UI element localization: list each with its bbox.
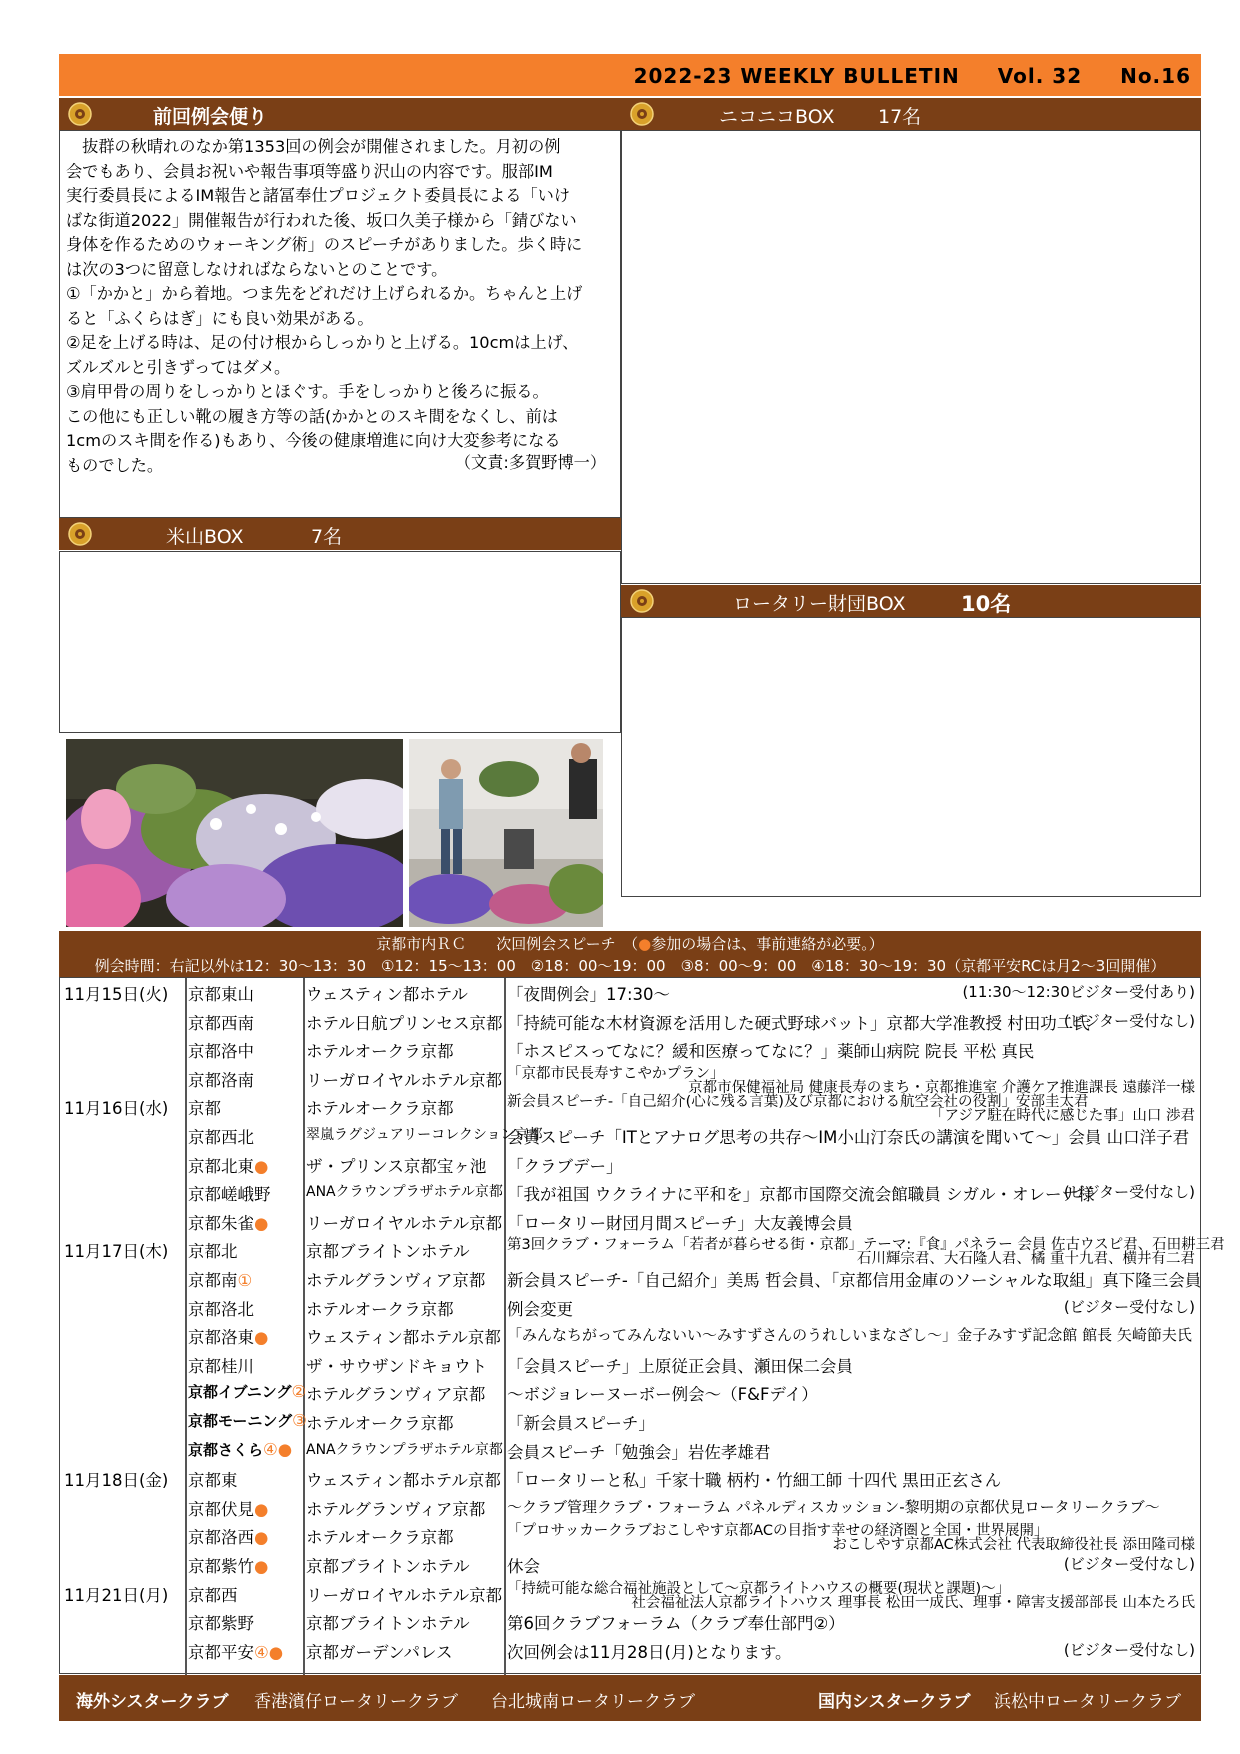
row-visitor-note: (ビジター受付なし) [1063,1011,1195,1030]
row-club [188,1467,238,1491]
report-line: ①「かかと」から着地。つま先をどれだけ上げられるか。ちゃんと上げ [66,284,583,303]
row-visitor-note: (11:30～12:30ビジター受付あり) [962,983,1195,1001]
schedule-row [60,1410,1199,1439]
club-name: 京都南 [188,1271,238,1290]
foundation-count: 10名 [961,592,1012,616]
arrangement-work-photo [409,739,603,927]
report-line: ③肩甲骨の周りをしっかりとほぐす。手をしっかりと後ろに振る。 [66,382,549,401]
row-venue: ザ・プリンス京都宝ヶ池 [306,1156,487,1176]
row-club [188,1010,254,1034]
rotary-wheel-icon [629,588,655,614]
club-mark-icon: ④● [263,1439,293,1459]
schedule-row [60,1010,1199,1039]
club-name: 京都西北 [188,1128,254,1147]
row-venue: リーガロイヤルホテル京都 [306,1585,503,1605]
row-venue: リーガロイヤルホテル京都 [306,1213,503,1233]
club-name: 京都嵯峨野 [188,1185,271,1205]
report-line: 会でもあり、会員お祝いや報告事項等盛り沢山の内容です。服部IM [66,161,553,181]
schedule-row [60,1610,1199,1639]
niko-box [621,130,1201,584]
bulletin-volume: Vol. 32 [997,64,1083,88]
row-speech: 第3回クラブ・フォーラム「若者が暮らせる街・京都」テーマ:『食』パネラー 会員 佐古ウスピ君、石田耕三君 [507,1237,1225,1254]
niko-header [621,98,1201,130]
schedule-header-line2: 例会時間：右記以外は12：30～13：30 ①12：15～13：00 ②18：00～19：00 ③8：00～9：00 ④18：30～19：30（京都平安RCは月2～3回開催） [94,957,1166,975]
schedule-row [60,1038,1199,1067]
club-name: 京都洛中 [188,1042,254,1062]
row-venue: ウェスティン都ホテル京都 [306,1471,501,1491]
row-venue: 京都ブライトンホテル [306,1557,470,1576]
bulletin-title: 2022-23 WEEKLY BULLETIN [633,64,960,88]
row-speech-line2: 京都市保健福祉局 健康長寿のまち・京都推進室 介護ケア推進課長 遠藤洋一様 [688,1079,1195,1096]
row-club [188,1095,221,1119]
overseas-sister-club-1: 香港濱仔ロータリークラブ [254,1692,458,1712]
domestic-sister-club-1: 浜松中ロータリークラブ [994,1692,1181,1712]
report-credit: （文責:多賀野博一） [454,453,606,472]
report-line: この他にも正しい靴の履き方等の話(かかとのスキ間をなくし、前は [66,406,558,426]
row-venue: リーガロイヤルホテル京都 [306,1070,503,1090]
schedule-header-text-b: 参加の場合は、事前連絡が必要。） [651,935,884,953]
row-venue: 京都ブライトンホテル [306,1242,470,1262]
row-club [188,1324,268,1348]
flower-display-photo [66,739,403,927]
row-visitor-note: (ビジター受付なし) [1063,1640,1195,1659]
rotary-wheel-icon [67,521,93,547]
row-venue: ホテルグランヴィア京都 [306,1271,486,1290]
club-name: 京都朱雀 [188,1213,254,1233]
row-speech: 「新会員スピーチ」 [507,1414,655,1433]
row-speech: 「京都市民長寿すこやかプラン」 [507,1065,725,1082]
row-visitor-note: (ビジター受付なし) [1063,1183,1195,1202]
overseas-sister-label: 海外シスタークラブ [76,1692,229,1712]
club-mark-icon: ● [254,1156,269,1176]
row-club [188,1296,254,1320]
club-name: 京都洛北 [188,1299,254,1319]
row-venue: ホテルオークラ京都 [306,1414,454,1433]
row-club [188,1181,271,1205]
report-text [66,135,614,478]
row-club [188,1153,268,1177]
rotary-wheel-icon [629,101,655,127]
schedule-row [60,981,1199,1010]
row-speech: ～クラブ管理クラブ・フォーラム パネルディスカッション-黎明期の京都伏見ロータリークラブ～ [507,1497,1160,1516]
yoneyama-count: 7名 [311,526,343,548]
row-speech: 「我が祖国 ウクライナに平和を」京都市国際交流会館職員 シガル・オレーナ様 [507,1185,1095,1205]
row-club [188,1210,268,1234]
row-speech-line2: 「アジア駐在時代に感じた事」山口 渉君 [929,1108,1195,1125]
report-title: 前回例会便り [153,106,268,128]
foundation-header [621,585,1201,617]
club-name: 京都西 [188,1585,238,1605]
schedule-row [60,1496,1199,1525]
row-visitor-note: (ビジター受付なし) [1063,1297,1195,1316]
schedule-header [59,931,1201,977]
report-line: ると「ふくらはぎ」にも良い効果がある。 [66,308,374,328]
club-name: 京都洛東 [188,1328,254,1348]
row-club [188,1582,238,1606]
schedule-row [60,1467,1199,1496]
schedule-row [60,1210,1199,1239]
row-venue: ザ・サウザンドキョウト [306,1356,488,1376]
row-speech: 「持続可能な総合福祉施設として～京都ライトハウスの概要(現状と課題)～」 [507,1580,1011,1597]
club-name: 京都 [188,1099,221,1119]
report-line: 抜群の秋晴れのなか第1353回の例会が開催されました。月初の例 [66,137,561,156]
row-speech: 新会員スピーチ-「自己紹介(心に残る言葉)及び京都における航空会社の役割」安部圭太君 [507,1094,1089,1111]
schedule-row [60,1153,1199,1182]
club-mark-icon: ③ [292,1411,307,1430]
row-club [188,1439,292,1460]
report-line: 身体を作るためのウォーキング術」のスピーチがありました。歩く時に [66,235,583,254]
row-date: 11月16日(水) [64,1099,169,1119]
row-date: 11月18日(金) [64,1471,169,1491]
row-venue: ホテルオークラ京都 [306,1528,454,1548]
row-speech: 「プロサッカークラブおこしやす京都ACの目指す幸せの経済圏と全国・世界展開」 [507,1523,1049,1540]
niko-count: 17名 [878,106,922,128]
row-venue: ホテルオークラ京都 [306,1299,454,1319]
yoneyama-box [59,551,621,733]
row-club [188,1496,268,1520]
club-name: 京都北 [188,1242,238,1262]
schedule-header-text-a: 京都市内ＲＣ 次回例会スピーチ （ [376,935,639,953]
club-name: 京都西南 [188,1013,254,1033]
row-speech: 「ホスピスってなに？緩和医療ってなに？」薬師山病院 院長 平松 真民 [507,1042,1035,1062]
report-line: ばな街道2022」開催報告が行われた後、坂口久美子様から「錆びない [66,210,577,230]
row-venue: 京都ブライトンホテル [306,1614,470,1634]
report-line: 1cmのスキ間を作る)もあり、今後の健康増進に向け大変参考になる [66,431,561,450]
overseas-sister-club-2: 台北城南ロータリークラブ [491,1692,695,1712]
row-venue: ホテルグランヴィア京都 [306,1499,486,1519]
report-header [59,98,621,130]
row-speech: 会員スピーチ「ITとアナログ思考の共存～IM小山汀奈氏の講演を聞いて～」会員 山口洋子君 [507,1128,1190,1147]
club-mark-icon: ● [254,1213,269,1233]
schedule-row [60,1639,1199,1668]
row-speech: ～ボジョレーヌーボー例会～（F&Fデイ） [507,1385,818,1405]
row-visitor-note: (ビジター受付なし) [1063,1555,1195,1573]
row-venue: ANAクラウンプラザホテル京都 [306,1441,503,1458]
row-speech: 第6回クラブフォーラム（クラブ奉仕部門②） [507,1614,845,1634]
row-venue: ウェスティン都ホテル京都 [306,1328,501,1348]
row-speech: 次回例会は11月28日(月)となります。 [507,1642,792,1662]
club-name: 京都洛西 [188,1528,254,1548]
club-name: 京都平安 [188,1642,254,1662]
club-mark-icon: ● [254,1328,269,1348]
club-name: 京都モーニング [188,1412,293,1430]
row-club [188,1267,252,1291]
schedule-row [60,1582,1199,1611]
row-venue: ウェスティン都ホテル [306,985,468,1004]
row-club [188,1639,283,1663]
row-speech: 「夜間例会」17:30～ [507,985,671,1004]
row-speech-line2: おこしやす京都AC株式会社 代表取締役社長 添田隆司様 [832,1537,1195,1554]
schedule-row [60,1324,1199,1353]
club-mark-icon: ● [254,1499,269,1519]
bulletin-title-group [604,64,1191,88]
row-date: 11月21日(月) [64,1585,169,1605]
schedule-row [60,1095,1199,1124]
schedule-row [60,1267,1202,1296]
bulletin-header-bar [59,54,1201,96]
row-date: 11月15日(火) [64,985,169,1004]
row-venue: 京都ガーデンパレス [306,1642,453,1662]
foundation-title: ロータリー財団BOX [733,593,906,615]
schedule-row [60,1381,1199,1410]
club-name: 京都桂川 [188,1356,254,1376]
row-venue: ホテルオークラ京都 [306,1099,454,1119]
row-club [188,1553,268,1577]
domestic-sister-label: 国内シスタークラブ [818,1692,971,1712]
row-speech-line2: 石川輝宗君、大石隆人君、橘 重十九君、横井有二君 [856,1251,1195,1268]
row-club [188,1381,306,1402]
row-venue: 翠嵐ラグジュアリーコレクション京都 [306,1127,543,1143]
row-speech: 「みんなちがってみんないい～みすずさんのうれしいまなざし～」金子みすず記念館 館長 矢崎節夫氏 [507,1326,1192,1345]
club-mark-icon: ① [237,1271,253,1290]
schedule-row [60,1181,1199,1210]
report-body [59,130,621,518]
schedule-row [60,1124,1199,1153]
schedule-table [59,977,1225,1674]
schedule-row [60,1553,1199,1582]
niko-title: ニコニコBOX [719,106,835,128]
report-line: ②足を上げる時は、足の付け根からしっかりと上げる。10cmは上げ、 [66,333,579,352]
club-mark-icon: ② [291,1382,307,1402]
schedule-row [60,1296,1199,1325]
row-speech: 「クラブデー」 [507,1156,623,1176]
club-name: 京都イブニング [188,1383,292,1402]
row-speech: 「ロータリーと私」千家十職 柄杓・竹細工師 十四代 黒田正玄さん [507,1471,1002,1491]
row-club [188,1353,254,1377]
club-name: 京都紫野 [188,1614,254,1634]
row-venue: ホテル日航プリンセス京都 [306,1013,503,1033]
row-club [188,1524,268,1548]
bulletin-number: No.16 [1120,64,1191,88]
club-name: 京都北東 [188,1156,254,1176]
row-venue: ホテルグランヴィア京都 [306,1385,486,1405]
row-club [188,1610,254,1634]
row-club [188,1238,238,1262]
foundation-box [621,617,1201,897]
schedule-row [60,1524,1199,1553]
schedule-row [60,1353,1199,1382]
schedule-row [60,1439,1199,1468]
club-name: 京都さくら [188,1440,264,1459]
row-speech: 新会員スピーチ-「自己紹介」美馬 哲会員、「京都信用金庫のソーシャルな取組」真下隆三会員 [507,1271,1202,1290]
club-name: 京都東山 [188,985,254,1004]
row-club [188,1124,254,1148]
attendance-dot-icon: ● [638,935,652,953]
club-mark-icon: ● [254,1528,269,1548]
row-club [188,1410,307,1431]
row-club [188,981,254,1005]
yoneyama-header [59,518,621,550]
club-mark-icon: ④● [254,1642,284,1662]
report-line: ものでした。 [66,455,164,475]
row-venue: ANAクラウンプラザホテル京都 [306,1184,503,1201]
row-club [188,1038,254,1062]
club-name: 京都東 [188,1471,238,1491]
row-speech: 休会 [507,1557,540,1576]
club-name: 京都伏見 [188,1499,254,1519]
row-club [188,1067,254,1091]
row-speech: 「持続可能な木材資源を活用した硬式野球バット」京都大学准教授 村田功二氏 [507,1013,1090,1033]
rotary-wheel-icon [67,101,93,127]
yoneyama-title: 米山BOX [166,526,244,548]
schedule-row [60,1067,1199,1096]
row-speech: 「会員スピーチ」上原従正会員、瀬田保二会員 [507,1356,853,1376]
schedule-header-line1 [59,933,1201,955]
sister-club-footer [59,1675,1201,1721]
row-venue: ホテルオークラ京都 [306,1042,454,1062]
row-speech: 例会変更 [507,1299,573,1319]
row-speech-line2: 社会福祉法人京都ライトハウス 理事長 松田一成氏、理事・障害支援部部長 山本たろ氏 [631,1594,1195,1611]
schedule-row [60,1237,1225,1268]
club-mark-icon: ● [254,1557,269,1576]
report-line: ズルズルと引きずってはダメ。 [66,357,291,377]
report-line: 実行委員長によるIM報告と諸冨奉仕プロジェクト委員長による「いけ [66,186,571,205]
club-name: 京都紫竹 [188,1557,254,1576]
row-date: 11月17日(木) [64,1242,169,1262]
row-speech: 会員スピーチ「勉強会」岩佐孝雄君 [507,1442,771,1462]
club-name: 京都洛南 [188,1070,254,1090]
report-line: は次の3つに留意しなければならないとのことです。 [66,259,448,279]
row-speech: 「ロータリー財団月間スピーチ」大友義博会員 [507,1213,853,1233]
